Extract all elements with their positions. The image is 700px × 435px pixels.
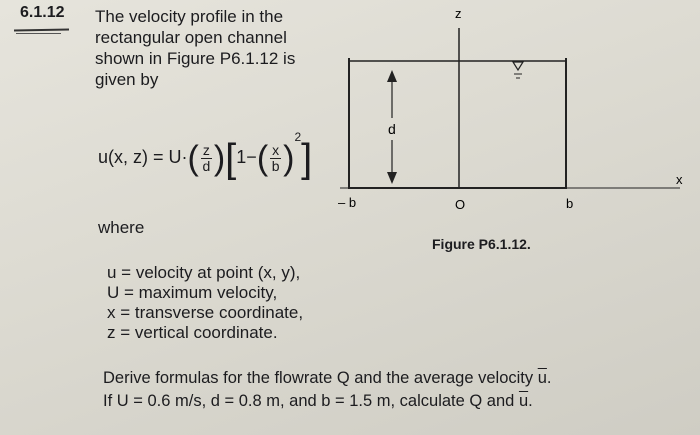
equation-lhs: u(x, z) = U· xyxy=(98,147,188,167)
statement-line-4: given by xyxy=(95,70,159,89)
close-paren-2: ) xyxy=(283,139,295,178)
task-line-1-text: Derive formulas for the flowrate Q and the average velocity xyxy=(103,369,538,387)
fraction-denominator: d xyxy=(202,157,211,174)
channel-figure xyxy=(330,0,700,235)
ubar-2: $\overline{u}$ xyxy=(518,392,529,410)
fraction-denominator-2: b xyxy=(271,157,280,174)
task-line-1-end: . xyxy=(546,369,552,387)
open-paren: ( xyxy=(187,139,199,178)
task-line-2-end: . xyxy=(528,392,533,410)
statement-line-3: shown in Figure P6.1.12 is xyxy=(95,49,296,68)
bracket-start: 1− xyxy=(236,147,257,167)
problem-number-underline xyxy=(14,29,69,32)
velocity-equation xyxy=(98,130,313,181)
open-paren-2: ( xyxy=(256,139,269,178)
channel-outline xyxy=(349,58,566,188)
figure-caption: Figure P6.1.12. xyxy=(432,236,531,252)
fraction-numerator: z xyxy=(202,141,210,158)
definition-U: U = maximum velocity, xyxy=(107,283,278,302)
open-bracket: [ xyxy=(225,136,237,181)
definition-x: x = transverse coordinate, xyxy=(107,303,304,322)
exponent: 2 xyxy=(294,130,302,144)
b-label: b xyxy=(566,196,574,211)
fraction-numerator-2: x xyxy=(272,141,280,158)
z-axis-label: z xyxy=(455,6,462,21)
water-level-symbol xyxy=(513,62,523,70)
close-bracket: ] xyxy=(301,136,313,181)
x-axis-label: x xyxy=(676,172,683,187)
fraction-x-over-b xyxy=(270,143,281,174)
close-paren: ) xyxy=(213,139,226,178)
depth-arrow-down xyxy=(387,172,397,184)
ubar-1: $\overline{u}$ xyxy=(537,369,547,387)
problem-number: 6.1.12 xyxy=(20,4,65,21)
task-line-2-text: If U = 0.6 m/s, d = 0.8 m, and b = 1.5 m, calculate Q and xyxy=(103,392,519,410)
depth-arrow-up xyxy=(387,70,397,82)
origin-label: O xyxy=(455,197,466,212)
task-line-1 xyxy=(103,367,552,389)
where-label: where xyxy=(98,218,145,237)
definition-z: z = vertical coordinate. xyxy=(107,323,278,342)
fraction-z-over-d xyxy=(201,143,212,174)
minus-b-label: – b xyxy=(338,195,357,210)
statement-line-2: rectangular open channel xyxy=(95,28,287,47)
task-line-2 xyxy=(103,390,533,412)
statement-line-1: The velocity profile in the xyxy=(95,7,284,26)
depth-label: d xyxy=(388,121,396,137)
problem-number-underline-2 xyxy=(16,33,61,34)
definition-u: u = velocity at point (x, y), xyxy=(107,263,301,282)
